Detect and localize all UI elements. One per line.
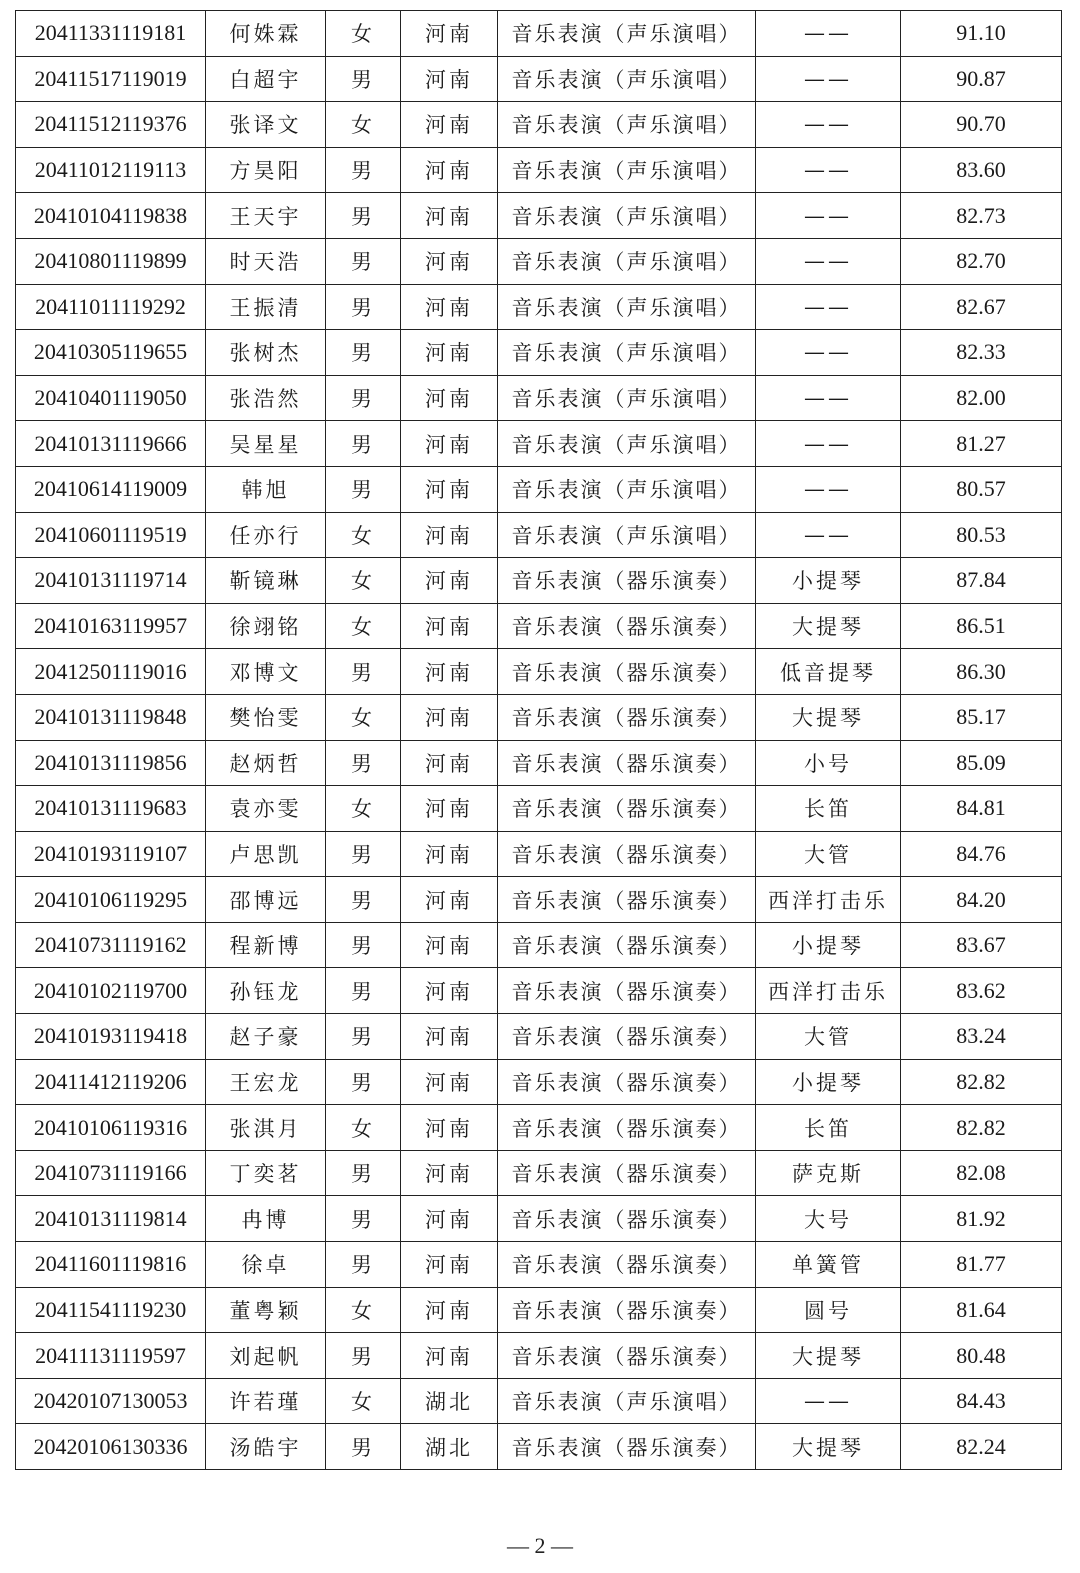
instrument-cell: 西洋打击乐	[756, 877, 901, 923]
table-row	[16, 1424, 1062, 1470]
gender-cell: 女	[326, 102, 401, 148]
score-cell: 81.27	[901, 421, 1062, 467]
major-cell: 音乐表演（器乐演奏）	[498, 558, 756, 604]
gender-cell: 男	[326, 421, 401, 467]
table-row	[16, 56, 1062, 102]
name-cell: 张淇月	[206, 1105, 326, 1151]
exam-id-cell: 20411541119230	[16, 1287, 206, 1333]
table-row	[16, 786, 1062, 832]
exam-id-cell: 20410131119714	[16, 558, 206, 604]
major-cell: 音乐表演（声乐演唱）	[498, 284, 756, 330]
score-cell: 84.43	[901, 1378, 1062, 1424]
instrument-cell: 圆号	[756, 1287, 901, 1333]
name-cell: 冉博	[206, 1196, 326, 1242]
instrument-cell: ——	[756, 375, 901, 421]
table-row	[16, 1105, 1062, 1151]
instrument-cell: ——	[756, 238, 901, 284]
gender-cell: 男	[326, 375, 401, 421]
name-cell: 邓博文	[206, 649, 326, 695]
exam-id-cell: 20410131119814	[16, 1196, 206, 1242]
score-cell: 82.67	[901, 284, 1062, 330]
province-cell: 河南	[401, 1333, 498, 1379]
score-cell: 81.77	[901, 1242, 1062, 1288]
name-cell: 方昊阳	[206, 147, 326, 193]
page-number: — 2 —	[507, 1533, 573, 1558]
gender-cell: 男	[326, 1150, 401, 1196]
province-cell: 河南	[401, 466, 498, 512]
gender-cell: 男	[326, 284, 401, 330]
score-cell: 83.62	[901, 968, 1062, 1014]
major-cell: 音乐表演（器乐演奏）	[498, 1014, 756, 1060]
instrument-cell: 长笛	[756, 786, 901, 832]
instrument-cell: 萨克斯	[756, 1150, 901, 1196]
major-cell: 音乐表演（声乐演唱）	[498, 11, 756, 57]
name-cell: 韩旭	[206, 466, 326, 512]
table-row	[16, 1150, 1062, 1196]
exam-id-cell: 20410193119107	[16, 831, 206, 877]
instrument-cell: 小提琴	[756, 1059, 901, 1105]
table-row	[16, 1059, 1062, 1105]
table-row	[16, 102, 1062, 148]
major-cell: 音乐表演（声乐演唱）	[498, 238, 756, 284]
gender-cell: 女	[326, 1287, 401, 1333]
table-row	[16, 11, 1062, 57]
score-cell: 82.70	[901, 238, 1062, 284]
instrument-cell: ——	[756, 1378, 901, 1424]
exam-id-cell: 20411012119113	[16, 147, 206, 193]
exam-id-cell: 20420107130053	[16, 1378, 206, 1424]
province-cell: 河南	[401, 786, 498, 832]
gender-cell: 男	[326, 968, 401, 1014]
gender-cell: 女	[326, 786, 401, 832]
table-row	[16, 512, 1062, 558]
instrument-cell: ——	[756, 11, 901, 57]
major-cell: 音乐表演（器乐演奏）	[498, 786, 756, 832]
gender-cell: 男	[326, 877, 401, 923]
table-row	[16, 284, 1062, 330]
instrument-cell: ——	[756, 193, 901, 239]
major-cell: 音乐表演（器乐演奏）	[498, 968, 756, 1014]
score-cell: 82.73	[901, 193, 1062, 239]
province-cell: 河南	[401, 1287, 498, 1333]
exam-id-cell: 20410131119848	[16, 694, 206, 740]
score-cell: 80.57	[901, 466, 1062, 512]
major-cell: 音乐表演（器乐演奏）	[498, 603, 756, 649]
instrument-cell: 大提琴	[756, 694, 901, 740]
name-cell: 樊怡雯	[206, 694, 326, 740]
province-cell: 河南	[401, 102, 498, 148]
score-cell: 82.82	[901, 1105, 1062, 1151]
gender-cell: 男	[326, 740, 401, 786]
major-cell: 音乐表演（器乐演奏）	[498, 694, 756, 740]
province-cell: 河南	[401, 649, 498, 695]
table-body	[16, 11, 1062, 1470]
exam-id-cell: 20410104119838	[16, 193, 206, 239]
table-row	[16, 1287, 1062, 1333]
score-cell: 85.09	[901, 740, 1062, 786]
score-cell: 90.87	[901, 56, 1062, 102]
province-cell: 河南	[401, 284, 498, 330]
gender-cell: 男	[326, 1014, 401, 1060]
gender-cell: 女	[326, 1378, 401, 1424]
province-cell: 河南	[401, 1014, 498, 1060]
province-cell: 河南	[401, 1059, 498, 1105]
instrument-cell: ——	[756, 330, 901, 376]
score-cell: 80.53	[901, 512, 1062, 558]
name-cell: 卢思凯	[206, 831, 326, 877]
name-cell: 董粤颖	[206, 1287, 326, 1333]
name-cell: 时天浩	[206, 238, 326, 284]
table-row	[16, 193, 1062, 239]
table-row	[16, 740, 1062, 786]
gender-cell: 女	[326, 11, 401, 57]
table-row	[16, 1242, 1062, 1288]
gender-cell: 男	[326, 193, 401, 239]
instrument-cell: ——	[756, 421, 901, 467]
province-cell: 河南	[401, 421, 498, 467]
province-cell: 河南	[401, 1150, 498, 1196]
major-cell: 音乐表演（器乐演奏）	[498, 740, 756, 786]
name-cell: 白超宇	[206, 56, 326, 102]
score-cell: 82.08	[901, 1150, 1062, 1196]
exam-id-cell: 20410106119316	[16, 1105, 206, 1151]
score-cell: 83.60	[901, 147, 1062, 193]
exam-id-cell: 20410193119418	[16, 1014, 206, 1060]
instrument-cell: 大管	[756, 1014, 901, 1060]
instrument-cell: ——	[756, 466, 901, 512]
major-cell: 音乐表演（器乐演奏）	[498, 1059, 756, 1105]
instrument-cell: 小号	[756, 740, 901, 786]
table-row	[16, 1014, 1062, 1060]
exam-id-cell: 20410163119957	[16, 603, 206, 649]
instrument-cell: 长笛	[756, 1105, 901, 1151]
name-cell: 王天宇	[206, 193, 326, 239]
instrument-cell: 大管	[756, 831, 901, 877]
table-row	[16, 968, 1062, 1014]
exam-id-cell: 20410614119009	[16, 466, 206, 512]
province-cell: 河南	[401, 603, 498, 649]
gender-cell: 男	[326, 330, 401, 376]
province-cell: 河南	[401, 740, 498, 786]
province-cell: 河南	[401, 512, 498, 558]
name-cell: 汤皓宇	[206, 1424, 326, 1470]
instrument-cell: 大号	[756, 1196, 901, 1242]
major-cell: 音乐表演（器乐演奏）	[498, 877, 756, 923]
province-cell: 河南	[401, 238, 498, 284]
name-cell: 王振清	[206, 284, 326, 330]
major-cell: 音乐表演（声乐演唱）	[498, 330, 756, 376]
major-cell: 音乐表演（声乐演唱）	[498, 466, 756, 512]
instrument-cell: ——	[756, 56, 901, 102]
score-cell: 82.24	[901, 1424, 1062, 1470]
exam-id-cell: 20410131119666	[16, 421, 206, 467]
table-row	[16, 421, 1062, 467]
exam-id-cell: 20411512119376	[16, 102, 206, 148]
name-cell: 程新博	[206, 922, 326, 968]
province-cell: 河南	[401, 193, 498, 239]
table-row	[16, 238, 1062, 284]
score-cell: 82.33	[901, 330, 1062, 376]
name-cell: 许若瑾	[206, 1378, 326, 1424]
major-cell: 音乐表演（器乐演奏）	[498, 1150, 756, 1196]
province-cell: 河南	[401, 147, 498, 193]
province-cell: 河南	[401, 56, 498, 102]
exam-id-cell: 20411011119292	[16, 284, 206, 330]
name-cell: 赵子豪	[206, 1014, 326, 1060]
exam-id-cell: 20410731119162	[16, 922, 206, 968]
name-cell: 王宏龙	[206, 1059, 326, 1105]
province-cell: 湖北	[401, 1424, 498, 1470]
score-cell: 81.64	[901, 1287, 1062, 1333]
province-cell: 河南	[401, 968, 498, 1014]
major-cell: 音乐表演（器乐演奏）	[498, 1424, 756, 1470]
name-cell: 张浩然	[206, 375, 326, 421]
score-cell: 91.10	[901, 11, 1062, 57]
major-cell: 音乐表演（声乐演唱）	[498, 375, 756, 421]
instrument-cell: 单簧管	[756, 1242, 901, 1288]
score-cell: 86.30	[901, 649, 1062, 695]
major-cell: 音乐表演（器乐演奏）	[498, 1196, 756, 1242]
score-cell: 83.24	[901, 1014, 1062, 1060]
exam-id-cell: 20410305119655	[16, 330, 206, 376]
province-cell: 河南	[401, 831, 498, 877]
instrument-cell: 小提琴	[756, 558, 901, 604]
score-cell: 86.51	[901, 603, 1062, 649]
score-cell: 80.48	[901, 1333, 1062, 1379]
instrument-cell: ——	[756, 147, 901, 193]
major-cell: 音乐表演（声乐演唱）	[498, 56, 756, 102]
exam-id-cell: 20410401119050	[16, 375, 206, 421]
score-cell: 87.84	[901, 558, 1062, 604]
exam-id-cell: 20410131119683	[16, 786, 206, 832]
gender-cell: 男	[326, 1196, 401, 1242]
province-cell: 河南	[401, 1196, 498, 1242]
instrument-cell: ——	[756, 512, 901, 558]
exam-id-cell: 20411517119019	[16, 56, 206, 102]
score-cell: 82.82	[901, 1059, 1062, 1105]
instrument-cell: 小提琴	[756, 922, 901, 968]
gender-cell: 男	[326, 1424, 401, 1470]
major-cell: 音乐表演（声乐演唱）	[498, 147, 756, 193]
score-cell: 84.81	[901, 786, 1062, 832]
province-cell: 河南	[401, 694, 498, 740]
province-cell: 河南	[401, 558, 498, 604]
gender-cell: 男	[326, 466, 401, 512]
exam-id-cell: 20411131119597	[16, 1333, 206, 1379]
name-cell: 袁亦雯	[206, 786, 326, 832]
major-cell: 音乐表演（声乐演唱）	[498, 102, 756, 148]
gender-cell: 女	[326, 694, 401, 740]
exam-id-cell: 20410601119519	[16, 512, 206, 558]
instrument-cell: 西洋打击乐	[756, 968, 901, 1014]
table-row	[16, 558, 1062, 604]
major-cell: 音乐表演（声乐演唱）	[498, 1378, 756, 1424]
table-row	[16, 649, 1062, 695]
score-cell: 82.00	[901, 375, 1062, 421]
table-row	[16, 1378, 1062, 1424]
province-cell: 河南	[401, 11, 498, 57]
table-row	[16, 603, 1062, 649]
instrument-cell: 大提琴	[756, 603, 901, 649]
gender-cell: 男	[326, 1333, 401, 1379]
gender-cell: 男	[326, 922, 401, 968]
exam-id-cell: 20410106119295	[16, 877, 206, 923]
gender-cell: 女	[326, 1105, 401, 1151]
name-cell: 丁奕茗	[206, 1150, 326, 1196]
exam-id-cell: 20410801119899	[16, 238, 206, 284]
name-cell: 何姝霖	[206, 11, 326, 57]
major-cell: 音乐表演（器乐演奏）	[498, 922, 756, 968]
province-cell: 河南	[401, 330, 498, 376]
instrument-cell: 低音提琴	[756, 649, 901, 695]
table-row	[16, 466, 1062, 512]
table-row	[16, 330, 1062, 376]
name-cell: 徐卓	[206, 1242, 326, 1288]
gender-cell: 男	[326, 649, 401, 695]
major-cell: 音乐表演（器乐演奏）	[498, 1105, 756, 1151]
gender-cell: 男	[326, 1242, 401, 1288]
exam-id-cell: 20410102119700	[16, 968, 206, 1014]
score-cell: 84.76	[901, 831, 1062, 877]
province-cell: 河南	[401, 1105, 498, 1151]
table-row	[16, 694, 1062, 740]
gender-cell: 男	[326, 1059, 401, 1105]
gender-cell: 女	[326, 603, 401, 649]
major-cell: 音乐表演（器乐演奏）	[498, 1333, 756, 1379]
name-cell: 吴星星	[206, 421, 326, 467]
name-cell: 靳镜琳	[206, 558, 326, 604]
exam-id-cell: 20411412119206	[16, 1059, 206, 1105]
name-cell: 徐翊铭	[206, 603, 326, 649]
province-cell: 湖北	[401, 1378, 498, 1424]
score-cell: 81.92	[901, 1196, 1062, 1242]
score-cell: 85.17	[901, 694, 1062, 740]
gender-cell: 女	[326, 558, 401, 604]
score-cell: 84.20	[901, 877, 1062, 923]
table-row	[16, 877, 1062, 923]
province-cell: 河南	[401, 922, 498, 968]
province-cell: 河南	[401, 1242, 498, 1288]
gender-cell: 男	[326, 147, 401, 193]
exam-id-cell: 20410131119856	[16, 740, 206, 786]
major-cell: 音乐表演（器乐演奏）	[498, 649, 756, 695]
major-cell: 音乐表演（器乐演奏）	[498, 1242, 756, 1288]
exam-id-cell: 20411601119816	[16, 1242, 206, 1288]
exam-id-cell: 20411331119181	[16, 11, 206, 57]
major-cell: 音乐表演（器乐演奏）	[498, 1287, 756, 1333]
exam-id-cell: 20420106130336	[16, 1424, 206, 1470]
score-cell: 90.70	[901, 102, 1062, 148]
table-row	[16, 922, 1062, 968]
name-cell: 张译文	[206, 102, 326, 148]
table-row	[16, 1196, 1062, 1242]
score-cell: 83.67	[901, 922, 1062, 968]
name-cell: 张树杰	[206, 330, 326, 376]
gender-cell: 男	[326, 56, 401, 102]
name-cell: 赵炳哲	[206, 740, 326, 786]
table-row	[16, 147, 1062, 193]
table-row	[16, 831, 1062, 877]
major-cell: 音乐表演（声乐演唱）	[498, 512, 756, 558]
name-cell: 刘起帆	[206, 1333, 326, 1379]
gender-cell: 男	[326, 831, 401, 877]
table-row	[16, 375, 1062, 421]
province-cell: 河南	[401, 877, 498, 923]
gender-cell: 女	[326, 512, 401, 558]
exam-id-cell: 20412501119016	[16, 649, 206, 695]
instrument-cell: ——	[756, 284, 901, 330]
major-cell: 音乐表演（器乐演奏）	[498, 831, 756, 877]
instrument-cell: 大提琴	[756, 1333, 901, 1379]
exam-id-cell: 20410731119166	[16, 1150, 206, 1196]
admission-list-table	[15, 10, 1062, 1470]
province-cell: 河南	[401, 375, 498, 421]
name-cell: 邵博远	[206, 877, 326, 923]
name-cell: 任亦行	[206, 512, 326, 558]
name-cell: 孙钰龙	[206, 968, 326, 1014]
major-cell: 音乐表演（声乐演唱）	[498, 193, 756, 239]
instrument-cell: ——	[756, 102, 901, 148]
instrument-cell: 大提琴	[756, 1424, 901, 1470]
major-cell: 音乐表演（声乐演唱）	[498, 421, 756, 467]
gender-cell: 男	[326, 238, 401, 284]
table-row	[16, 1333, 1062, 1379]
